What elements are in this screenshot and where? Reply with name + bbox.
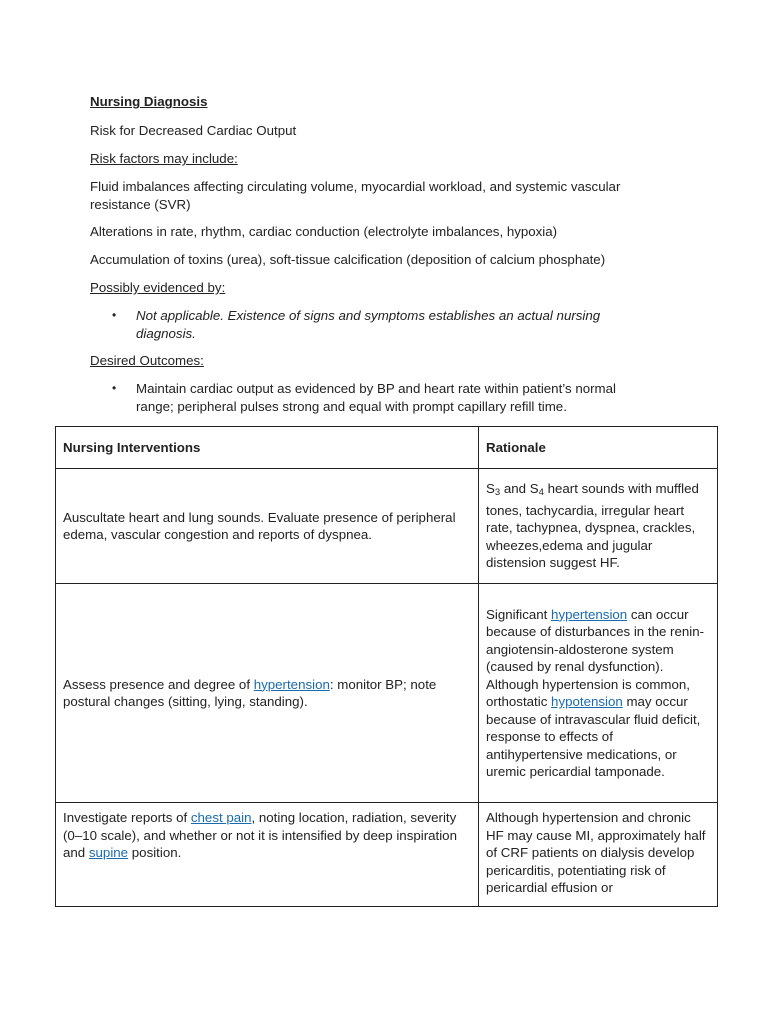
table-row [56, 469, 718, 584]
supine-link[interactable]: supine [88, 845, 129, 860]
rationale-cell: Although hypertension and chronic HF may cause MI, approximately half of CRF patients on dialysis develop pericarditis, potentiating risk of pericardial effusion or [479, 803, 718, 907]
intervention-cell: Investigate reports of chest pain, noting location, radiation, severity (0–10 scale), and whether or not it is intensified by deep inspiration and supine position. [56, 803, 479, 907]
risk-factor-item: Fluid imbalances affecting circulating volume, myocardial workload, and systemic vascular resistance (SVR) [90, 179, 621, 212]
outcomes-bullet-text: Maintain cardiac output as evidenced by BP and heart rate within patient’s normal range; peripheral pulses strong and equal with prompt capillary refill time. [136, 381, 616, 414]
rationale-cell: $S_3$ and $S_4$ heart sounds with muffled tones, tachycardia, irregular heart rate, tachypnea, dyspnea, crackles, wheezes,edema and jugular distension suggest HF. [479, 469, 718, 584]
hypotension-link[interactable]: hypotension [551, 694, 623, 709]
outcomes-label: Desired Outcomes: [90, 353, 204, 368]
risk-factors-label: Risk factors may include: [90, 151, 238, 166]
chest-pain-link[interactable]: chest pain [190, 810, 252, 825]
bullet-marker: • [112, 381, 117, 395]
intervention-cell: Auscultate heart and lung sounds. Evaluate presence of peripheral edema, vascular congestion and reports of dyspnea. [56, 469, 479, 584]
header-interventions: Nursing Interventions [56, 427, 479, 469]
rationale-cell: Significant hypertension can occur because of disturbances in the renin-angiotensin-aldosterone system (caused by renal dysfunction). Although hypertension is common, orthostatic hypotension may occur because of intravascular fluid deficit, response to effects of antihypertensive medications, or uremic pericardial tamponade. [479, 584, 718, 803]
bullet-marker: • [112, 308, 117, 322]
table-row [56, 803, 718, 907]
evidenced-bullet-text: Not applicable. Existence of signs and symptoms establishes an actual nursing diagnosis. [136, 308, 601, 341]
evidenced-label: Possibly evidenced by: [90, 280, 226, 295]
header-rationale: Rationale [479, 427, 718, 469]
intervention-cell: Assess presence and degree of hypertension: monitor BP; note postural changes (sitting, lying, standing). [56, 584, 479, 803]
risk-factor-item: Alterations in rate, rhythm, cardiac conduction (electrolyte imbalances, hypoxia) [90, 224, 558, 239]
section-heading: Nursing Diagnosis [90, 94, 208, 109]
hypertension-link[interactable]: hypertension [551, 606, 628, 622]
risk-factor-item: Accumulation of toxins (urea), soft-tissue calcification (deposition of calcium phosphate) [90, 252, 606, 267]
diagnosis-title: Risk for Decreased Cardiac Output [90, 123, 297, 138]
hypertension-link[interactable]: hypertension [253, 676, 330, 692]
table-row [56, 584, 718, 803]
interventions-table [55, 426, 718, 907]
table-header-row [56, 427, 718, 469]
